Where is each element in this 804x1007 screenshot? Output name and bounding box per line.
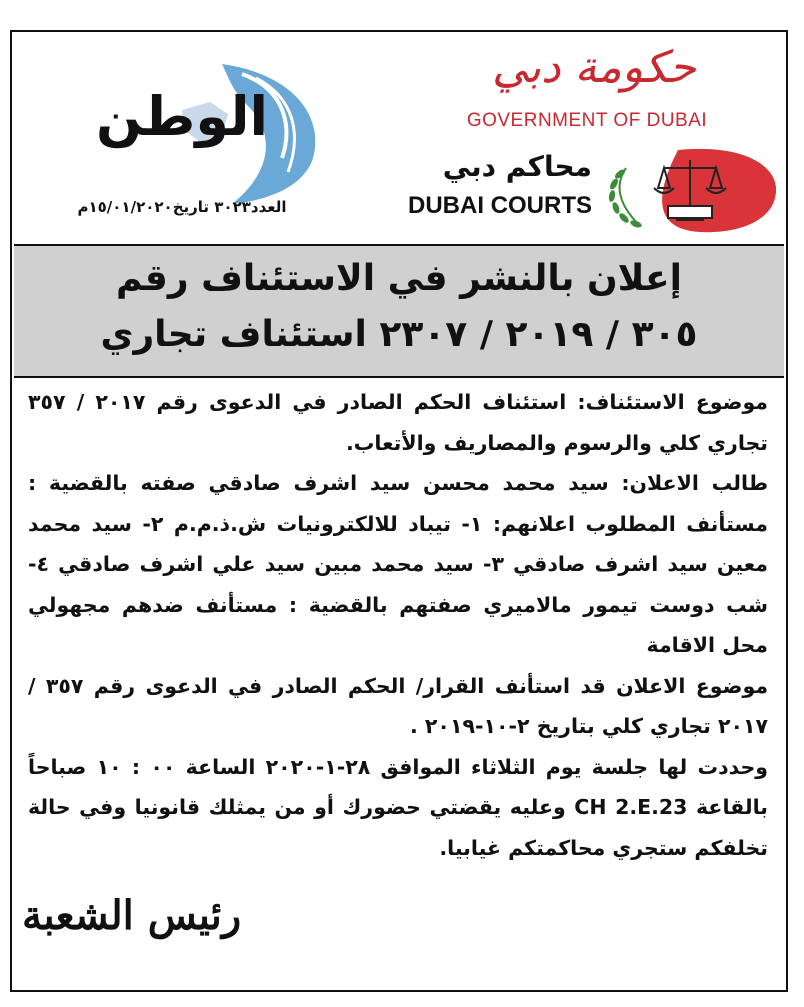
signature-block bbox=[22, 892, 422, 939]
dubai-courts-arabic: محاكم دبي bbox=[442, 150, 592, 183]
appeal-subject-paragraph: موضوع الاستئناف: استئناف الحكم الصادر في الدعوى رقم ٢٠١٧ / ٣٥٧ تجاري كلي والرسوم والمصاريف والأتعاب. bbox=[28, 390, 768, 455]
laurel-branch-icon bbox=[608, 168, 643, 229]
government-of-dubai-english: GOVERNMENT OF DUBAI bbox=[466, 110, 708, 131]
announcement-title-band bbox=[14, 244, 784, 378]
dubai-courts-emblem-icon bbox=[590, 144, 780, 236]
government-of-dubai-arabic-logo: حكومة دبي bbox=[492, 42, 696, 93]
issue-number-date: العدد٣٠٢٣ تاريخ١٥/٠١/٢٠٢٠م bbox=[77, 198, 287, 216]
hearing-details-paragraph: وحددت لها جلسة يوم الثلاثاء الموافق ٢٨-١-٢٠٢٠ الساعة ٠٠ : ١٠ صباحاً بالقاعة CH 2.E.23 وعليه يقضتي حضورك أو من يمثلك قانونيا وفي حالة تخلفكم ستجري محاكمتكم غيابيا. bbox=[28, 754, 768, 860]
announcement-title-line-2: ٣٠٥ / ٢٠١٩ / ٢٣٠٧ استئناف تجاري bbox=[100, 314, 698, 355]
requester-parties-paragraph: طالب الاعلان: سيد محمد محسن سيد اشرف صادقي صفته بالقضية : مستأنف المطلوب اعلانهم: ١- تيباد للالكترونيات ش.ذ.م.م ٢- سيد محمد معين سيد اشرف صادقي ٣- سيد محمد مبين سيد علي اشرف صادقي ٤- شب دوست تيمور مالاميري صفتهم بالقضية : مستأنف ضدهم مجهولي محل الاقامة bbox=[28, 471, 768, 657]
newspaper-name: الوطن bbox=[95, 85, 269, 148]
dubai-courts-english: DUBAI COURTS bbox=[408, 192, 592, 219]
announcement-subject-paragraph: موضوع الاعلان قد استأنف القرار/ الحكم الصادر في الدعوى رقم ٣٥٧ / ٢٠١٧ تجاري كلي بتاريخ ٢-١٠-٢٠١٩ . bbox=[28, 673, 769, 738]
announcement-header bbox=[12, 32, 786, 244]
section-head-signature: رئيس الشعبة bbox=[22, 892, 242, 939]
announcement-title-line-1: إعلان بالنشر في الاستئناف رقم bbox=[116, 258, 682, 299]
announcement-body bbox=[28, 382, 768, 868]
announcement-frame bbox=[10, 30, 788, 992]
